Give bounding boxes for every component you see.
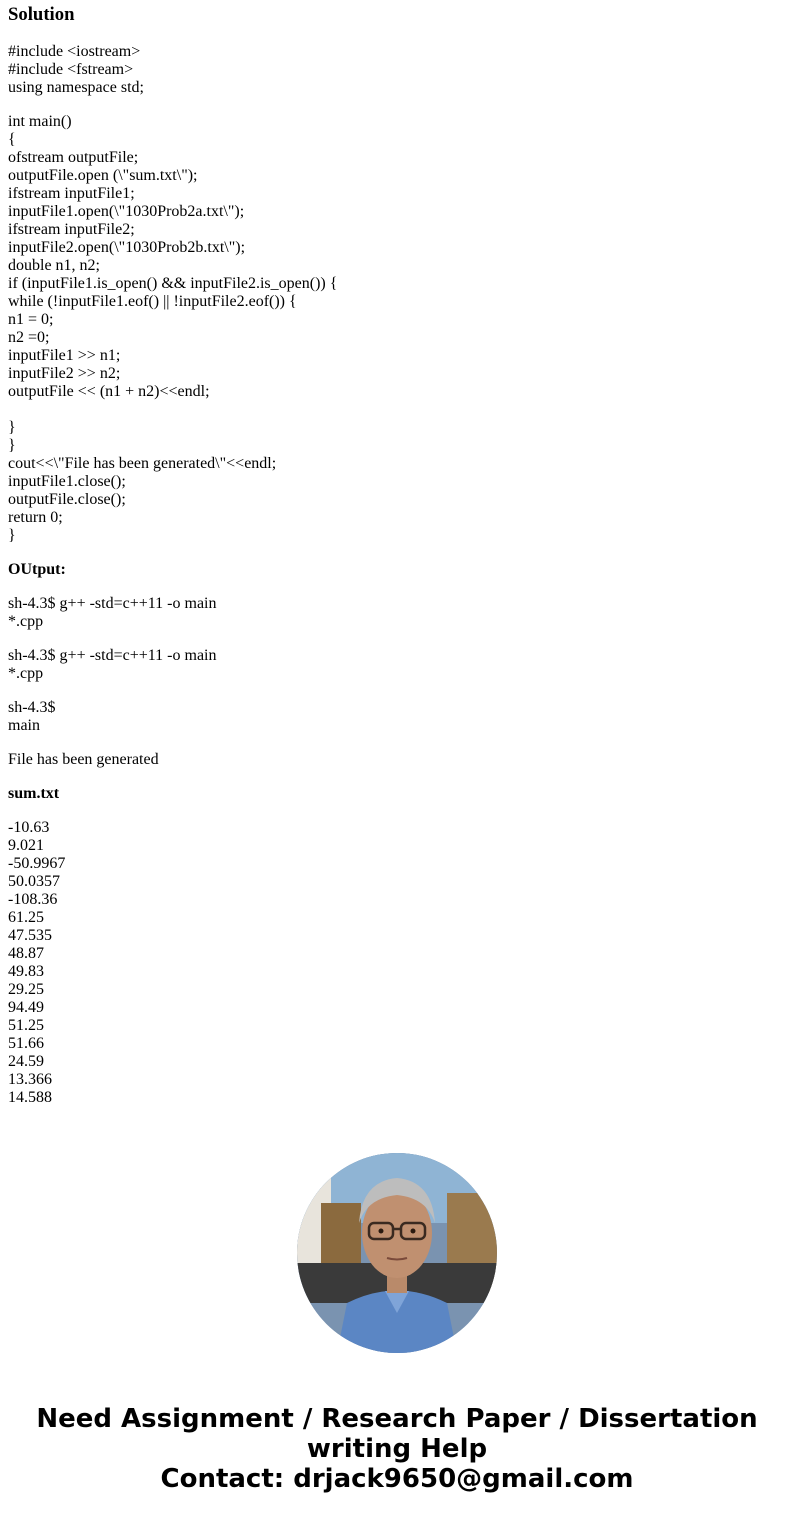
sum-value: -50.9967 <box>8 855 66 872</box>
generated-message-text: File has been generated <box>8 751 159 768</box>
code-line: inputFile2 >> n2; <box>8 365 121 382</box>
promo-contact: Contact: drjack9650@gmail.com <box>160 1464 634 1494</box>
code-line: #include <fstream> <box>8 61 134 78</box>
code-line: #include <iostream> <box>8 43 141 60</box>
sum-value: 29.25 <box>8 981 44 998</box>
code-line: outputFile << (n1 + n2)<<endl; <box>8 383 210 400</box>
terminal-line: sh-4.3$ <box>8 699 56 716</box>
promo-line-2: writing Help <box>306 1434 488 1464</box>
code-main <box>8 113 788 545</box>
code-line: } <box>8 419 16 436</box>
sum-heading: sum.txt <box>8 785 60 802</box>
promo-line-1: Need Assignment / Research Paper / Dissertation <box>36 1404 758 1434</box>
code-line: inputFile2.open(\"1030Prob2b.txt\"); <box>8 239 246 256</box>
document-body <box>8 0 788 1107</box>
sum-value: 48.87 <box>8 945 44 962</box>
sum-value: 51.25 <box>8 1017 44 1034</box>
sum-values <box>8 819 788 1107</box>
sum-value: 94.49 <box>8 999 44 1016</box>
code-line: { <box>8 131 16 148</box>
code-line: inputFile1.open(\"1030Prob2a.txt\"); <box>8 203 245 220</box>
sum-value: 24.59 <box>8 1053 44 1070</box>
code-line: double n1, n2; <box>8 257 100 274</box>
code-line: ofstream outputFile; <box>8 149 139 166</box>
author-photo <box>297 1153 497 1353</box>
code-line: n1 = 0; <box>8 311 54 328</box>
sum-value: -108.36 <box>8 891 58 908</box>
promo-banner <box>0 1404 794 1494</box>
sum-value: 61.25 <box>8 909 44 926</box>
sum-value: 50.0357 <box>8 873 60 890</box>
code-line: } <box>8 437 16 454</box>
command-block-3 <box>8 699 788 735</box>
terminal-line: sh-4.3$ g++ -std=c++11 -o main <box>8 647 217 664</box>
sum-value: -10.63 <box>8 819 50 836</box>
output-section <box>8 561 788 579</box>
code-line: return 0; <box>8 509 63 526</box>
code-line: n2 =0; <box>8 329 50 346</box>
sum-section <box>8 785 788 803</box>
code-line: inputFile1 >> n1; <box>8 347 121 364</box>
sum-value: 9.021 <box>8 837 44 854</box>
sum-value: 13.366 <box>8 1071 52 1088</box>
terminal-line: *.cpp <box>8 613 44 630</box>
sum-value: 47.535 <box>8 927 52 944</box>
code-line: while (!inputFile1.eof() || !inputFile2.eof()) { <box>8 293 297 310</box>
sum-value: 14.588 <box>8 1089 52 1106</box>
sum-value: 51.66 <box>8 1035 44 1052</box>
code-line: ifstream inputFile2; <box>8 221 135 238</box>
terminal-line: main <box>8 717 40 734</box>
code-includes <box>8 43 788 97</box>
terminal-line: *.cpp <box>8 665 44 682</box>
code-line: using namespace std; <box>8 79 144 96</box>
code-line: cout<<\"File has been generated\"<<endl; <box>8 455 277 472</box>
terminal-line: sh-4.3$ g++ -std=c++11 -o main <box>8 595 217 612</box>
sum-value: 49.83 <box>8 963 44 980</box>
command-block-2 <box>8 647 788 683</box>
code-line: outputFile.open (\"sum.txt\"); <box>8 167 198 184</box>
output-heading: OUtput: <box>8 561 66 578</box>
code-line: if (inputFile1.is_open() && inputFile2.is_open()) { <box>8 275 338 292</box>
code-line: } <box>8 527 16 544</box>
generated-message <box>8 751 788 769</box>
portrait-image <box>297 1153 497 1353</box>
code-line: ifstream inputFile1; <box>8 185 135 202</box>
solution-title: Solution <box>8 4 75 25</box>
code-line: inputFile1.close(); <box>8 473 126 490</box>
code-line: int main() <box>8 113 72 130</box>
code-line <box>8 401 788 419</box>
command-block-1 <box>8 595 788 631</box>
code-line: outputFile.close(); <box>8 491 126 508</box>
